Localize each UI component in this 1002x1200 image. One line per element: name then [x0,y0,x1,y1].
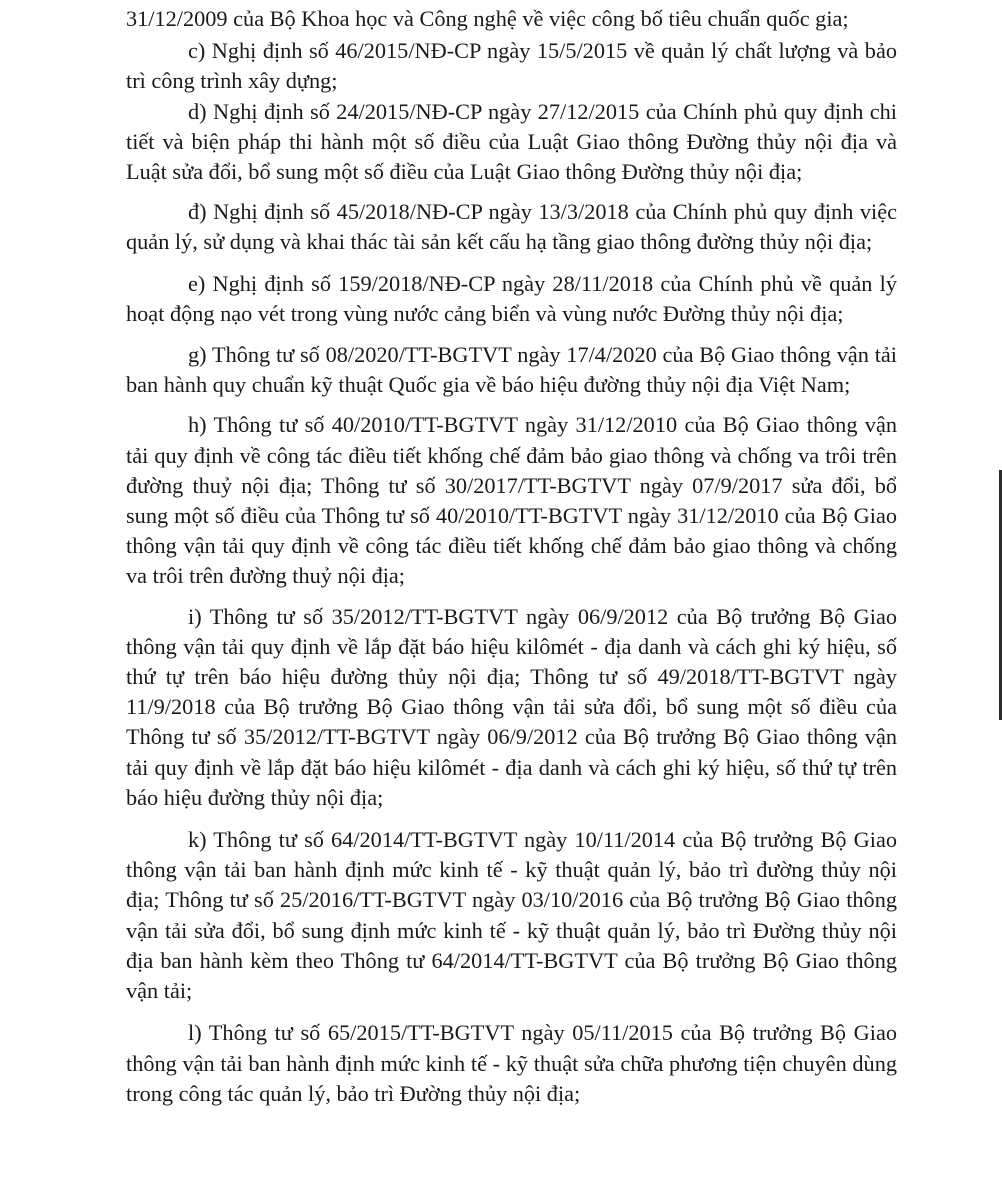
paragraph-item-dd: đ) Nghị định số 45/2018/NĐ-CP ngày 13/3/2018 của Chính phủ quy định việc quản lý, sử dụng và khai thác tài sản kết cấu hạ tầng giao thông đường thủy nội địa; [126,199,897,255]
paragraph-item-i: i) Thông tư số 35/2012/TT-BGTVT ngày 06/9/2012 của Bộ trưởng Bộ Giao thông vận tải quy định về lắp đặt báo hiệu kilômét - địa danh và cách ghi ký hiệu, số thứ tự trên báo hiệu đường thủy nội địa; Thông tư số 49/2018/TT-BGTVT ngày 11/9/2018 của Bộ trưởng Bộ Giao thông vận tải sửa đổi, bổ sung một số điều của Thông tư số 35/2012/TT-BGTVT ngày 06/9/2012 của Bộ trưởng Bộ Giao thông vận tải quy định về lắp đặt báo hiệu kilômét - địa danh và cách ghi ký hiệu, số thứ tự trên báo hiệu đường thủy nội địa; [126,603,897,810]
document-page [126,4,897,1109]
paragraph-item-d: d) Nghị định số 24/2015/NĐ-CP ngày 27/12/2015 của Chính phủ quy định chi tiết và biện pháp thi hành một số điều của Luật Giao thông Đường thủy nội địa và Luật sửa đổi, bổ sung một số điều của Luật Giao thông Đường thủy nội địa; [126,98,897,185]
paragraph-intro: 31/12/2009 của Bộ Khoa học và Công nghệ về việc công bố tiêu chuẩn quốc gia; [126,6,849,31]
paragraph-item-g: g) Thông tư số 08/2020/TT-BGTVT ngày 17/4/2020 của Bộ Giao thông vận tải ban hành quy chuẩn kỹ thuật Quốc gia về báo hiệu đường thủy nội địa Việt Nam; [126,342,897,398]
paragraph-item-h: h) Thông tư số 40/2010/TT-BGTVT ngày 31/12/2010 của Bộ Giao thông vận tải quy định về công tác điều tiết khống chế đảm bảo giao thông và chống va trôi trên đường thuỷ nội địa; Thông tư số 30/2017/TT-BGTVT ngày 07/9/2017 sửa đổi, bổ sung một số điều của Thông tư số 40/2010/TT-BGTVT ngày 31/12/2010 của Bộ Giao thông vận tải quy định về công tác điều tiết khống chế đảm bảo giao thông và chống va trôi trên đường thuỷ nội địa; [126,412,897,589]
paragraph-item-c: c) Nghị định số 46/2015/NĐ-CP ngày 15/5/2015 về quản lý chất lượng và bảo trì công trình xây dựng; [126,38,897,94]
paragraph-item-e: e) Nghị định số 159/2018/NĐ-CP ngày 28/11/2018 của Chính phủ về quản lý hoạt động nạo vét trong vùng nước cảng biển và vùng nước Đường thủy nội địa; [126,270,897,326]
paragraph-item-l: l) Thông tư số 65/2015/TT-BGTVT ngày 05/11/2015 của Bộ trưởng Bộ Giao thông vận tải ban hành định mức kinh tế - kỹ thuật sửa chữa phương tiện chuyên dùng trong công tác quản lý, bảo trì Đường thủy nội địa; [126,1020,897,1106]
paragraph-item-k: k) Thông tư số 64/2014/TT-BGTVT ngày 10/11/2014 của Bộ trưởng Bộ Giao thông vận tải ban hành định mức kinh tế - kỹ thuật quản lý, bảo trì đường thủy nội địa; Thông tư số 25/2016/TT-BGTVT ngày 03/10/2016 của Bộ trưởng Bộ Giao thông vận tải sửa đổi, bổ sung định mức kinh tế - kỹ thuật quản lý, bảo trì Đường thủy nội địa ban hành kèm theo Thông tư 64/2014/TT-BGTVT của Bộ trưởng Bộ Giao thông vận tải; [126,827,897,1004]
